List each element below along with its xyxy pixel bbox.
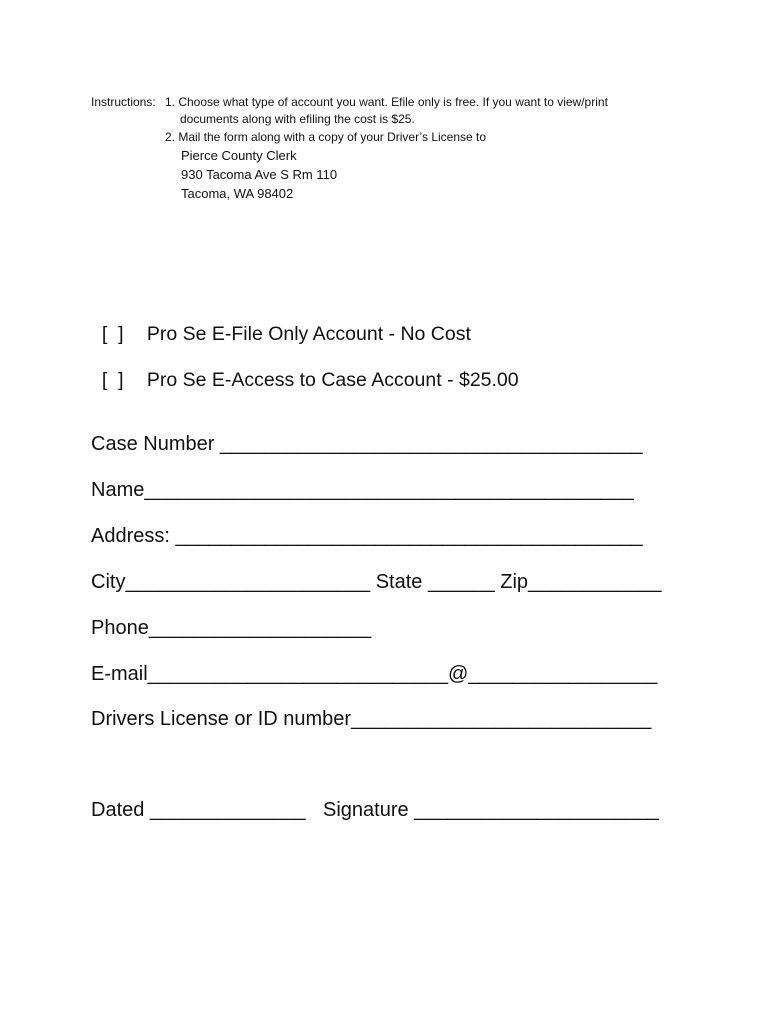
instructions-step2: 2. Mail the form along with a copy of your Driver’s License to: [165, 130, 487, 144]
option-eaccess[interactable]: [91, 341, 519, 393]
drivers-license-field[interactable]: Drivers License or ID number___________________________: [91, 708, 652, 730]
instructions-step1-line2: documents along with efiling the cost is $25.: [180, 112, 415, 126]
case-number-field[interactable]: Case Number ______________________________________: [91, 433, 643, 455]
city-state-zip-field[interactable]: City______________________ State ______ Zip____________: [91, 571, 662, 593]
option-eaccess-checkbox[interactable]: [ ]: [101, 369, 124, 391]
dated-field[interactable]: Dated ______________: [91, 799, 306, 821]
mailing-address-line1: Pierce County Clerk: [181, 148, 297, 163]
mailing-address-line3: Tacoma, WA 98402: [181, 186, 294, 201]
option-efile-only-checkbox[interactable]: [ ]: [101, 323, 124, 345]
option-efile-only-label: Pro Se E-File Only Account - No Cost: [146, 323, 471, 345]
email-field[interactable]: E-mail___________________________@_________________: [91, 663, 658, 685]
phone-field[interactable]: Phone____________________: [91, 617, 372, 639]
option-efile-only[interactable]: [91, 295, 471, 347]
name-field[interactable]: Name____________________________________________: [91, 479, 634, 501]
address-field[interactable]: Address: __________________________________________: [91, 525, 643, 547]
option-eaccess-label: Pro Se E-Access to Case Account - $25.00: [146, 369, 519, 391]
signature-field[interactable]: Signature ______________________: [323, 799, 659, 821]
mailing-address-line2: 930 Tacoma Ave S Rm 110: [181, 167, 338, 182]
instructions-prefix: Instructions:: [91, 95, 160, 109]
instructions-step1-line1: 1. Choose what type of account you want. Efile only is free. If you want to view/print: [165, 95, 608, 109]
